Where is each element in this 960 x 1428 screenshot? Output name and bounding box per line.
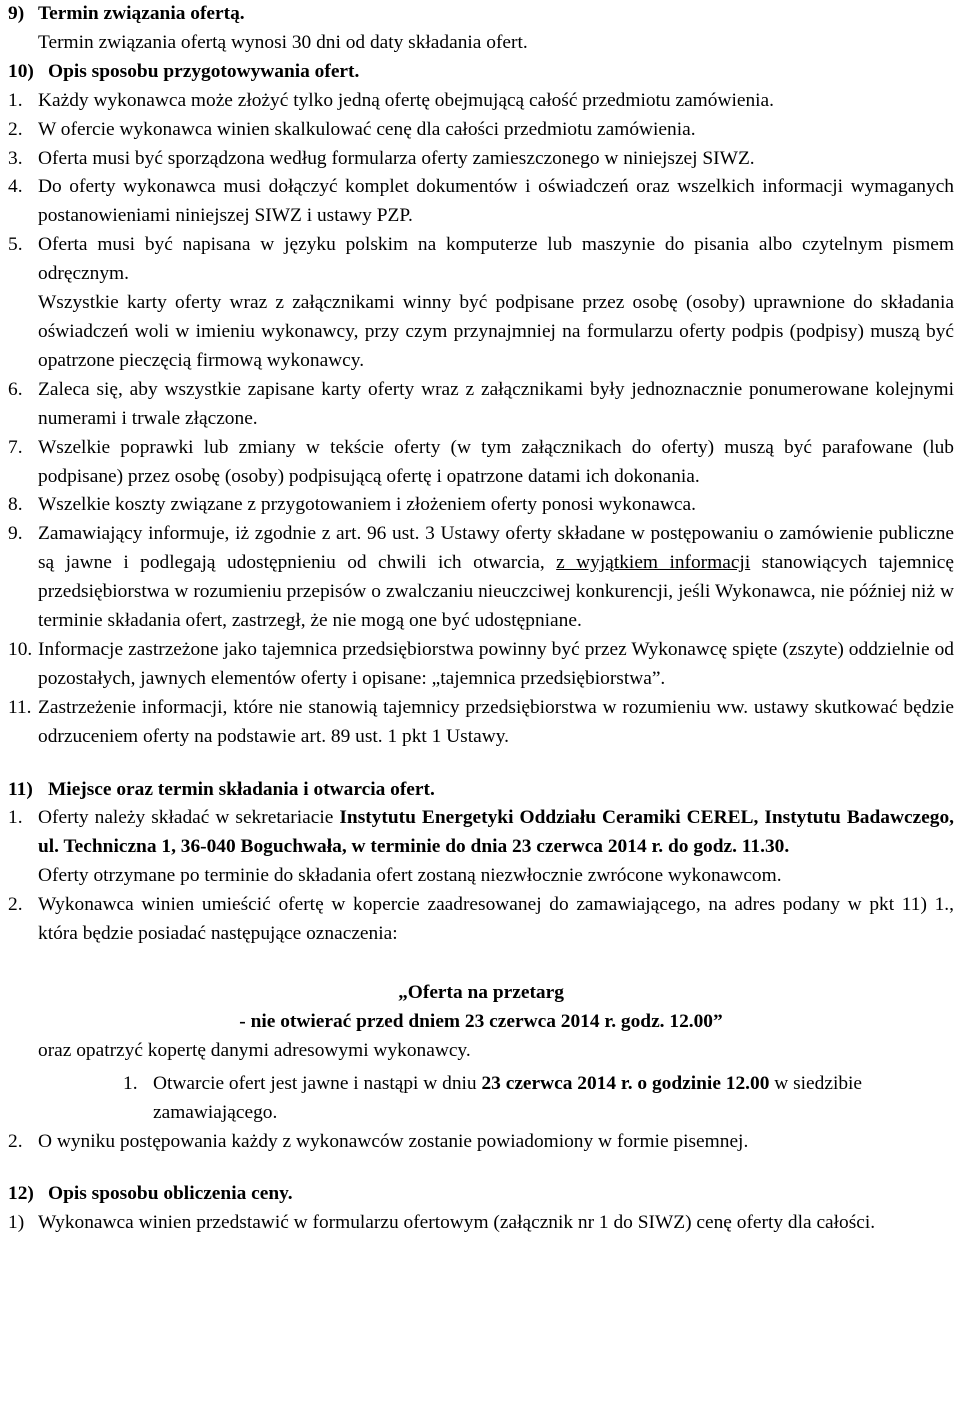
section-number: 10)	[8, 60, 34, 82]
section-number: 11)	[8, 778, 33, 800]
section-11-heading	[8, 776, 954, 805]
list-item: 2. Wykonawca winien umieścić ofertę w kopercie zaadresowanej do zamawiającego, na adres podany w pkt 11) 1., która będzie posiadać następujące oznaczenia:	[8, 894, 954, 945]
envelope-label-line2: - nie otwierać przed dniem 23 czerwca 2014 r. godz. 12.00”	[239, 1010, 723, 1032]
list-item: 1. Każdy wykonawca może złożyć tylko jedną ofertę obejmującą całość przedmiotu zamówienia.	[8, 89, 774, 111]
list-item: 1) Wykonawca winien przedstawić w formularzu ofertowym (załącznik nr 1 do SIWZ) cenę oferty dla całości.	[8, 1212, 876, 1234]
section-title: Miejsce oraz termin składania i otwarcia ofert.	[48, 778, 435, 800]
list-item: 2. O wyniku postępowania każdy z wykonawców zostanie powiadomiony w formie pisemnej.	[8, 1130, 749, 1152]
section-12-heading	[8, 1180, 954, 1209]
late-offers-note: Oferty otrzymane po terminie do składania ofert zostaną niezwłocznie zwrócone wykonawcom.	[38, 865, 782, 887]
list-item: 11. Zastrzeżenie informacji, które nie stanowią tajemnicy przedsiębiorstwa w rozumieniu ww. ustawy skutkować będzie odrzuceniem oferty na podstawie art. 89 ust. 1 pkt 1 Ustawy.	[8, 696, 954, 747]
list-item-9: 9. Zamawiający informuje, iż zgodnie z art. 96 ust. 3 Ustawy oferty składane w postępowaniu o zamówienie publiczne są jawne i podlegają udostępnieniu od chwili ich otwarcia, z wyjątkiem informacji stanowiących tajemnicę przedsiębiorstwa w rozumieniu przepisów o zwalczaniu nieuczciwej konkurencji, jeśli Wykonawca, nie później niż w terminie składania ofert, zastrzegł, że nie mogą one być udostępniane.	[8, 523, 954, 632]
section-9-text: Termin związania ofertą wynosi 30 dni od daty składania ofert.	[38, 31, 528, 53]
envelope-address-note: oraz opatrzyć kopertę danymi adresowymi wykonawcy.	[38, 1039, 471, 1061]
list-item: 2. W ofercie wykonawca winien skalkulować cenę dla całości przedmiotu zamówienia.	[8, 118, 696, 140]
list-item: 4. Do oferty wykonawca musi dołączyć komplet dokumentów i oświadczeń oraz wszelkich informacji wymaganych postanowieniami niniejszej SIWZ i ustawy PZP.	[8, 176, 954, 227]
list-item: 1. Oferty należy składać w sekretariacie Instytutu Energetyki Oddziału Ceramiki CEREL, Instytutu Badawczego, ul. Techniczna 1, 36-040 Boguchwała, w terminie do dnia 23 czerwca 2014 r. do godz. 11.30.	[8, 807, 955, 858]
section-title: Termin związania ofertą.	[38, 3, 245, 24]
underlined-phrase: z wyjątkiem informacji	[556, 552, 751, 574]
section-9-heading	[8, 0, 954, 29]
sub-list-item: 1. Otwarcie ofert jest jawne i nastąpi w dniu 23 czerwca 2014 r. o godzinie 12.00 w siedzibie zamawiającego.	[123, 1072, 863, 1123]
submission-place: Instytutu Energetyki Oddziału Ceramiki CEREL, Instytutu Badawczego, ul. Techniczna 1, 36-040 Boguchwała, w terminie do dnia 23 czerwca 2014 r. do godz. 11.30.	[38, 807, 955, 858]
list-item: 3. Oferta musi być sporządzona według formularza oferty zamieszczonego w niniejszej SIWZ.	[8, 147, 755, 169]
list-item: 8. Wszelkie koszty związane z przygotowaniem i złożeniem oferty ponosi wykonawca.	[8, 494, 696, 516]
opening-date: 23 czerwca 2014 r. o godzinie 12.00	[481, 1072, 770, 1094]
envelope-label-line1: „Oferta na przetarg	[398, 982, 564, 1003]
section-number: 12)	[8, 1183, 34, 1205]
list-item: 7. Wszelkie poprawki lub zmiany w tekście oferty (w tym załącznikach do oferty) muszą być parafowane (lub podpisane) przez osobę (osoby) podpisującą ofertę i opatrzone datami ich dokonania.	[8, 436, 954, 487]
list-item: 6. Zaleca się, aby wszystkie zapisane karty oferty wraz z załącznikami były jednoznacznie ponumerowane kolejnymi numerami i trwale złączone.	[8, 378, 954, 429]
section-title: Opis sposobu przygotowywania ofert.	[48, 60, 360, 82]
section-title: Opis sposobu obliczenia ceny.	[48, 1183, 293, 1205]
list-item: 5. Oferta musi być napisana w języku polskim na komputerze lub maszynie do pisania albo czytelnym pismem odręcznym.	[8, 234, 954, 285]
signature-note: Wszystkie karty oferty wraz z załącznikami winny być podpisane przez osobę (osoby) uprawnione do składania oświadczeń woli w imieniu wykonawcy, przy czym przynajmniej na formularzu oferty podpis (podpisy) muszą być opatrzone pieczęcią firmową wykonawcy.	[38, 292, 954, 371]
list-item: 10. Informacje zastrzeżone jako tajemnica przedsiębiorstwa powinny być przez Wykonawcę spięte (zszyte) oddzielnie od pozostałych, jawnych elementów oferty i opisane: „tajemnica przedsiębiorstwa”.	[8, 638, 954, 689]
section-number: 9)	[8, 3, 25, 24]
section-10-heading	[8, 58, 954, 87]
